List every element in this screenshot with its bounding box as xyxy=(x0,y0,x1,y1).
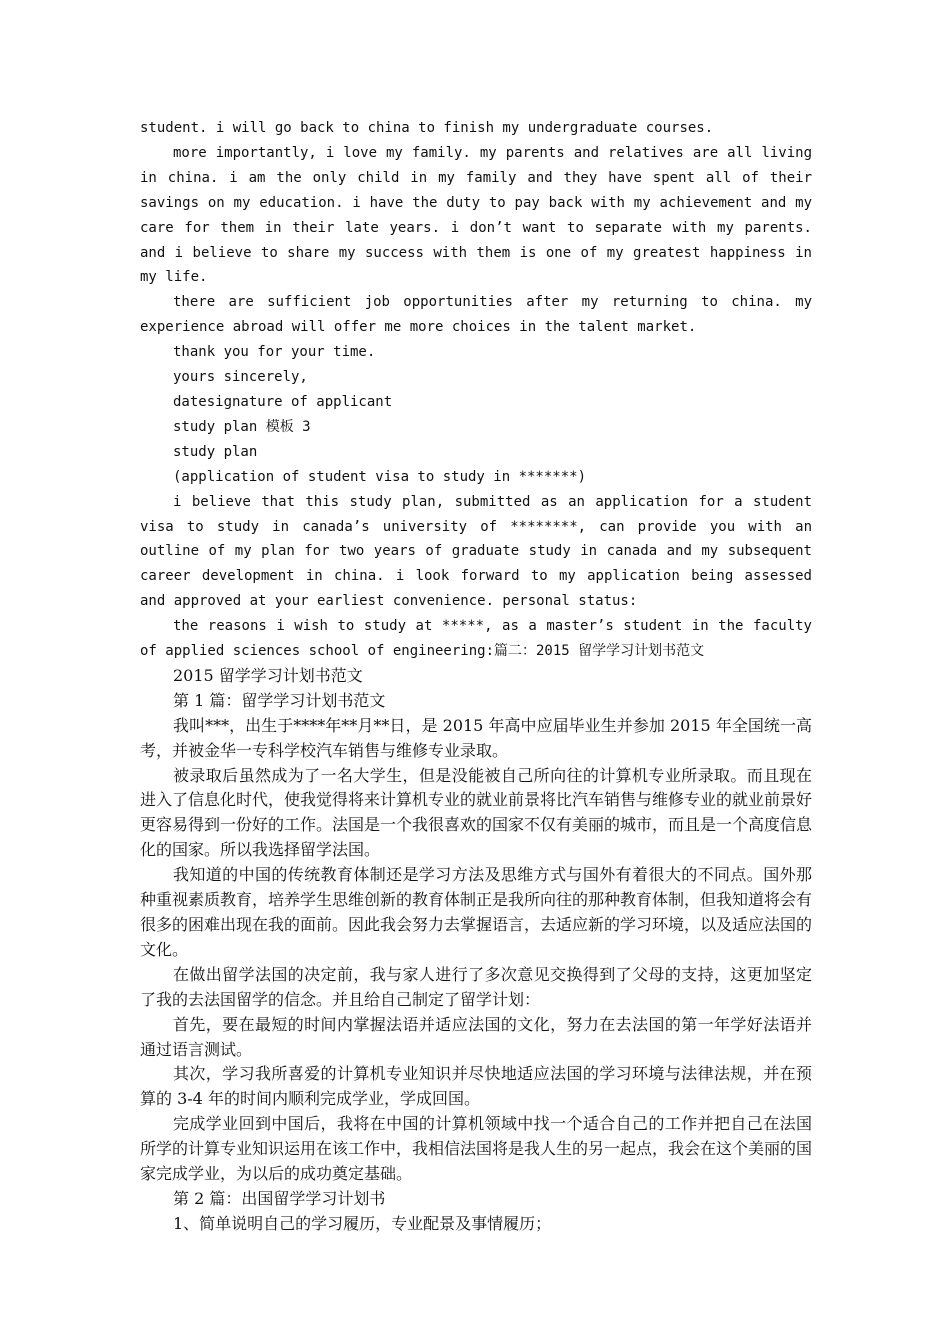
paragraph: 1、简单说明自己的学习履历，专业配景及事情履历； xyxy=(173,1213,552,1233)
paragraph: yours sincerely, xyxy=(173,369,308,386)
paragraph: 其次，学习我所喜爱的计算机专业知识并尽快地适应法国的学习环境与法律法规，并在预算的 3-4 年的时间内顺利完成学业，学成回国。 xyxy=(140,1064,812,1109)
section-title: 第 1 篇：留学学习计划书范文 xyxy=(173,690,386,710)
paragraph: the reasons i wish to study at *****, as a master’s student in the faculty of applied sciences school of engineering:篇二：2015 留学学习计划书范文 xyxy=(140,618,812,660)
section-title: study plan 模板 3 xyxy=(173,418,311,435)
paragraph: (application of student visa to study in *******) xyxy=(173,468,587,485)
paragraph: 我叫***，出生于****年**月**日，是 2015 年高中应届毕业生并参加 2015 年全国统一高考，并被金华一专科学校汽车销售与维修专业录取。 xyxy=(140,715,812,760)
paragraph: i believe that this study plan, submitted as an application for a student visa to study in canada’s university of ********, can provide you with an outline of my plan for two years of graduate study in canada and my subsequent career development in china. i look forward to my application being assessed and approved at your earliest convenience. personal status: xyxy=(140,493,812,610)
paragraph: there are sufficient job opportunities after my returning to china. my experience abroad will offer me more choices in the talent market. xyxy=(140,294,812,336)
section-title: study plan xyxy=(173,443,258,460)
paragraph: 首先，要在最短的时间内掌握法语并适应法国的文化，努力在去法国的第一年学好法语并通过语言测试。 xyxy=(140,1014,812,1059)
paragraph: 我知道的中国的传统教育体制还是学习方法及思维方式与国外有着很大的不同点。国外那种重视素质教育，培养学生思维创新的教育体制正是我所向往的那种教育体制，但我知道将会有很多的困难出现在我的面前。因此我会努力去掌握语言，去适应新的学习环境，以及适应法国的文化。 xyxy=(140,865,813,959)
paragraph: student. i will go back to china to finish my undergraduate courses. xyxy=(140,120,714,136)
paragraph: 在做出留学法国的决定前，我与家人进行了多次意见交换得到了父母的支持，这更加坚定了我的去法国留学的信念。并且给自己制定了留学计划： xyxy=(140,964,812,1009)
section-title: 2015 留学学习计划书范文 xyxy=(173,665,363,685)
paragraph: more importantly, i love my family. my parents and relatives are all living in china. i am the only child in my family and they have spent all of their savings on my education. i have the duty to pay back with my achievement and my care for them in their late years. i don’t want to separate with my parents. and i believe to share my success with them is one of my greatest happiness in my life. xyxy=(140,144,812,286)
paragraph: 完成学业回到中国后，我将在中国的计算机领域中找一个适合自己的工作并把自己在法国所学的计算专业知识运用在该工作中，我相信法国将是我人生的另一起点，我会在这个美丽的国家完成学业，为以后的成功奠定基础。 xyxy=(140,1114,813,1184)
document-page xyxy=(140,116,812,1237)
paragraph: datesignature of applicant xyxy=(173,393,393,410)
section-title: 第 2 篇：出国留学学习计划书 xyxy=(173,1188,386,1208)
paragraph: 被录取后虽然成为了一名大学生，但是没能被自己所向往的计算机专业所录取。而且现在进入了信息化时代，使我觉得将来计算机专业的就业前景将比汽车销售与维修专业的就业前景好更容易得到一份好的工作。法国是一个我很喜欢的国家不仅有美丽的城市，而且是一个高度信息化的国家。所以我选择留学法国。 xyxy=(140,765,813,860)
paragraph: thank you for your time. xyxy=(173,344,376,361)
